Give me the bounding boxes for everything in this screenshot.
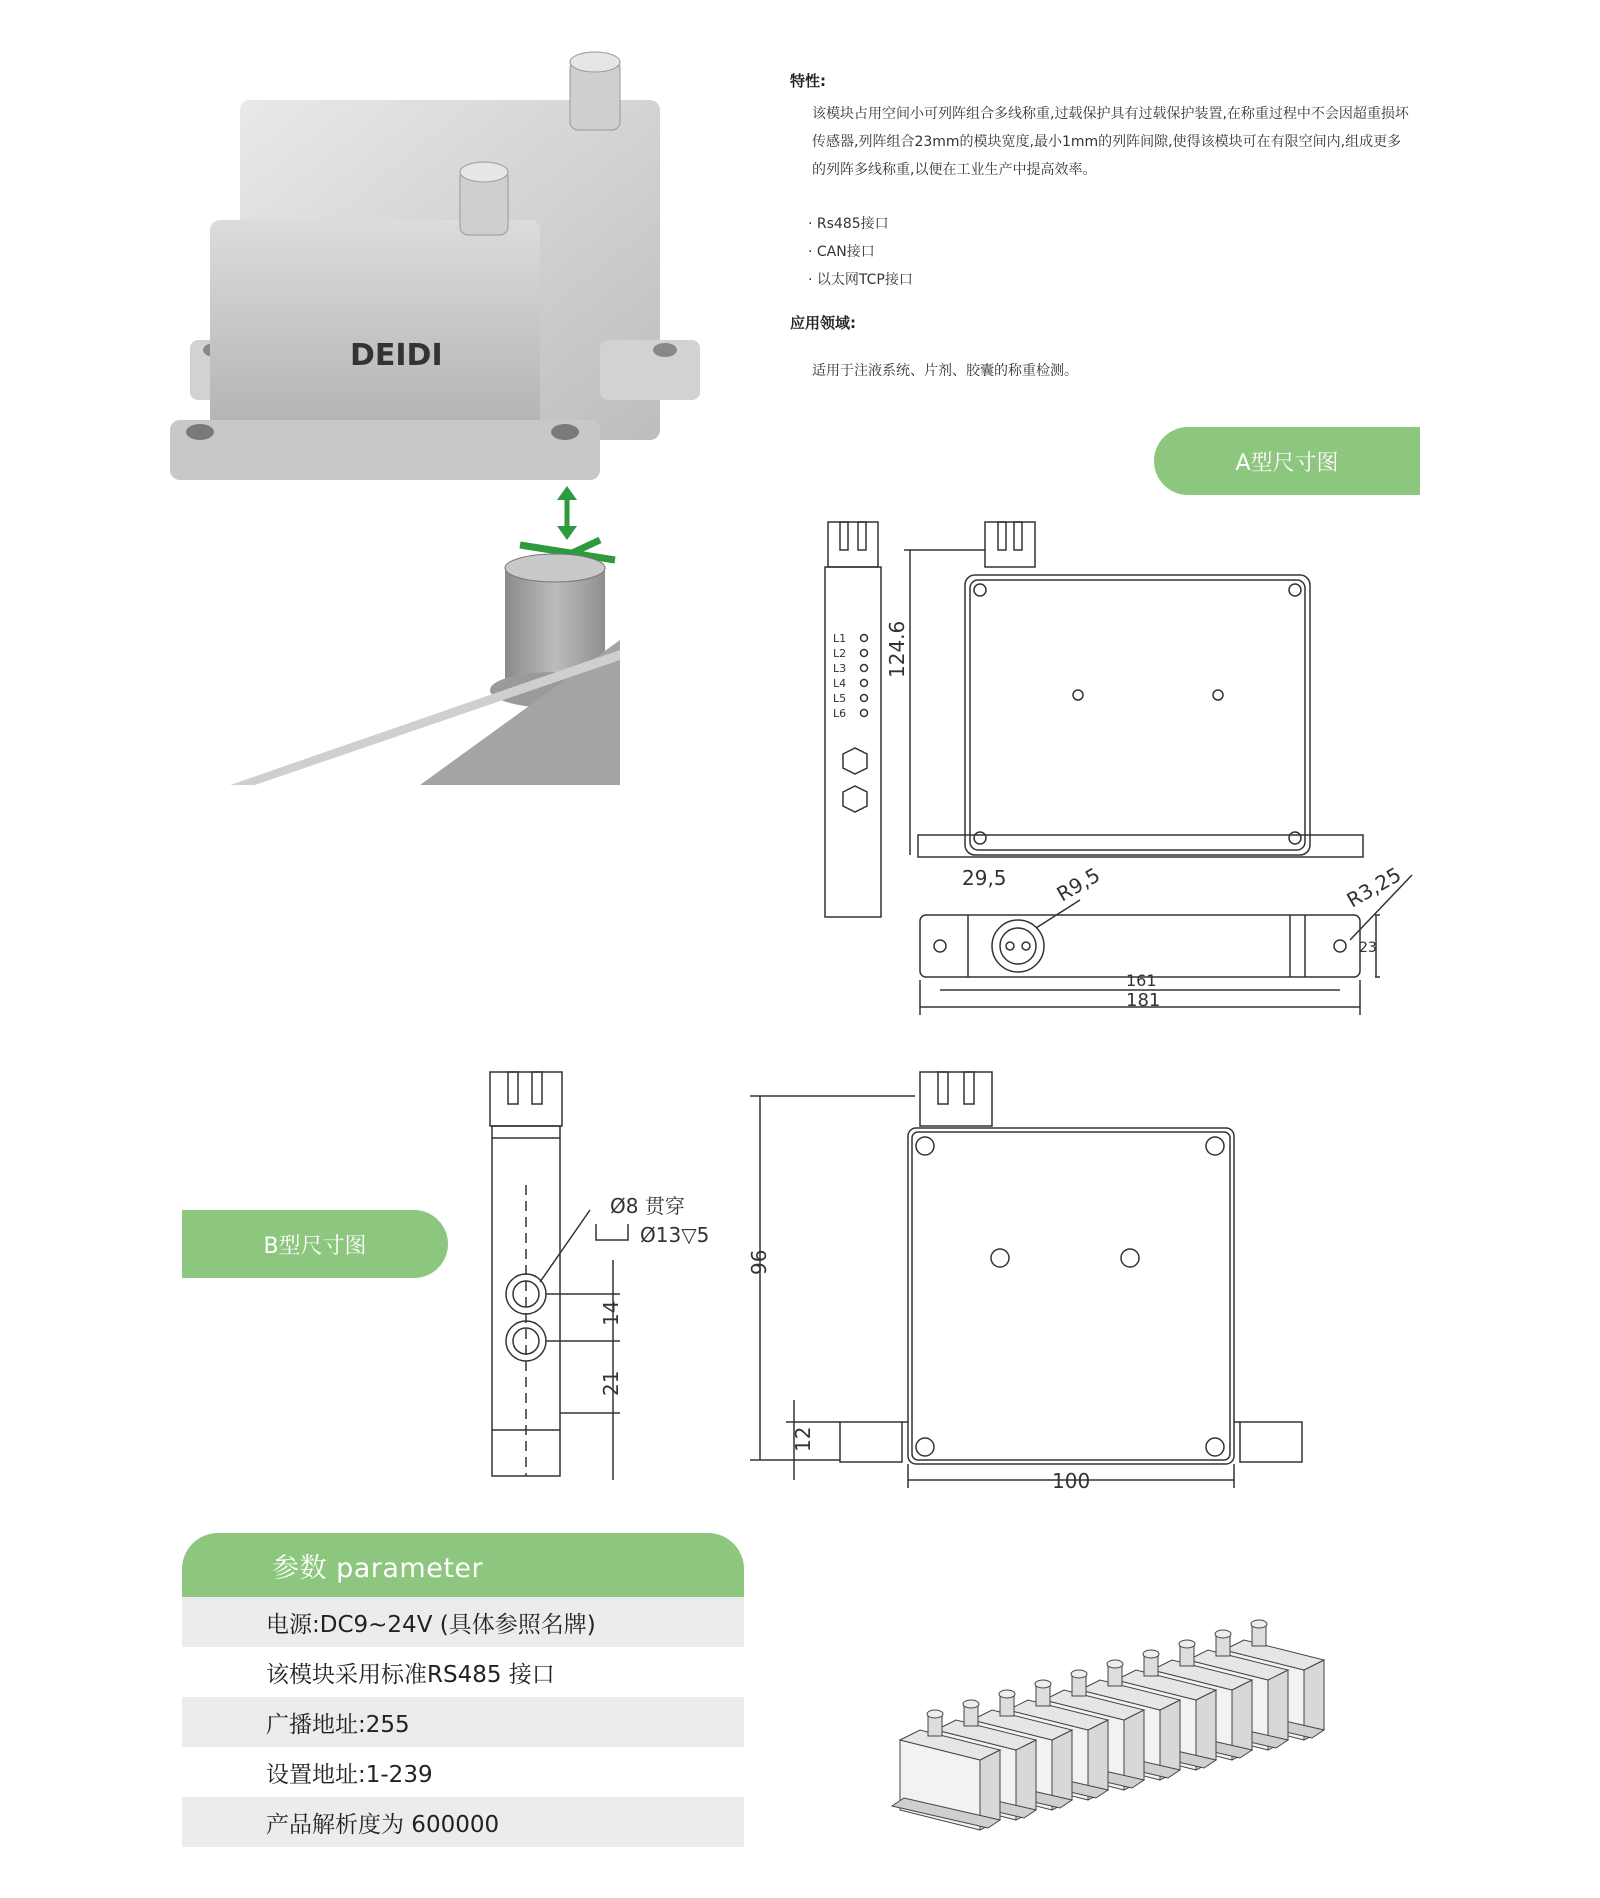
side-label: L6 — [833, 707, 847, 720]
application-text: 适用于注液系统、片剂、胶囊的称重检测。 — [812, 363, 1078, 379]
interface-item: · 以太网TCP接口 — [808, 266, 913, 294]
features-title: 特性: — [790, 72, 826, 90]
parameter-row: 设置地址:1-239 — [266, 1761, 433, 1788]
dim-12: 12 — [791, 1426, 815, 1452]
side-label: L4 — [833, 677, 847, 690]
dim-r9-5: R9,5 — [1052, 862, 1105, 907]
dim-96: 96 — [747, 1249, 771, 1275]
parameter-row: 电源:DC9~24V (具体参照名牌) — [182, 1597, 744, 1647]
features-paragraph: 该模块占用空间小可列阵组合多线称重,过载保护具有过载保护装置,在称重过程中不会因超重损坏传感器,列阵组合23mm的模块宽度,最小1mm的列阵间隙,使得该模块可在有限空间内,组成更多的列阵多线称重,以便在工业生产中提高效率。 — [812, 106, 1409, 178]
dim-100: 100 — [1052, 1469, 1091, 1493]
dim-23: 23 — [1359, 940, 1377, 956]
side-label: L2 — [833, 647, 847, 660]
hole-spec-2: Ø13▽5 — [640, 1223, 710, 1247]
parameter-row: 该模块采用标准RS485 接口 — [266, 1661, 555, 1688]
side-label: L5 — [833, 692, 847, 705]
dim-14: 14 — [599, 1300, 623, 1326]
dim-21: 21 — [599, 1370, 623, 1396]
dim-29-5: 29,5 — [962, 866, 1007, 890]
interface-list — [808, 210, 913, 294]
product-photo — [160, 40, 720, 800]
type-b-drawing — [470, 1060, 1320, 1500]
application-title: 应用领域: — [790, 314, 856, 332]
interface-item: · CAN接口 — [808, 238, 913, 266]
type-a-drawing — [800, 510, 1440, 1030]
interface-item: · Rs485接口 — [808, 210, 913, 238]
dim-r3-25: R3,25 — [1342, 862, 1406, 913]
dim-181: 181 — [1126, 990, 1161, 1011]
parameter-row: 广播地址:255 — [182, 1697, 744, 1747]
parameter-row: 产品解析度为 600000 — [182, 1797, 744, 1847]
type-b-label: B型尺寸图 — [182, 1210, 448, 1278]
module-array-illustration — [880, 1610, 1360, 1840]
type-a-label: A型尺寸图 — [1154, 427, 1420, 495]
side-label: L3 — [833, 662, 847, 675]
dim-height: 124.6 — [885, 620, 909, 678]
product-logo: DEIDI — [350, 338, 443, 373]
dim-161: 161 — [1126, 971, 1157, 990]
hole-spec-1: Ø8 贯穿 — [610, 1194, 685, 1218]
parameter-header: 参数 parameter — [182, 1533, 744, 1597]
side-label: L1 — [833, 632, 847, 645]
